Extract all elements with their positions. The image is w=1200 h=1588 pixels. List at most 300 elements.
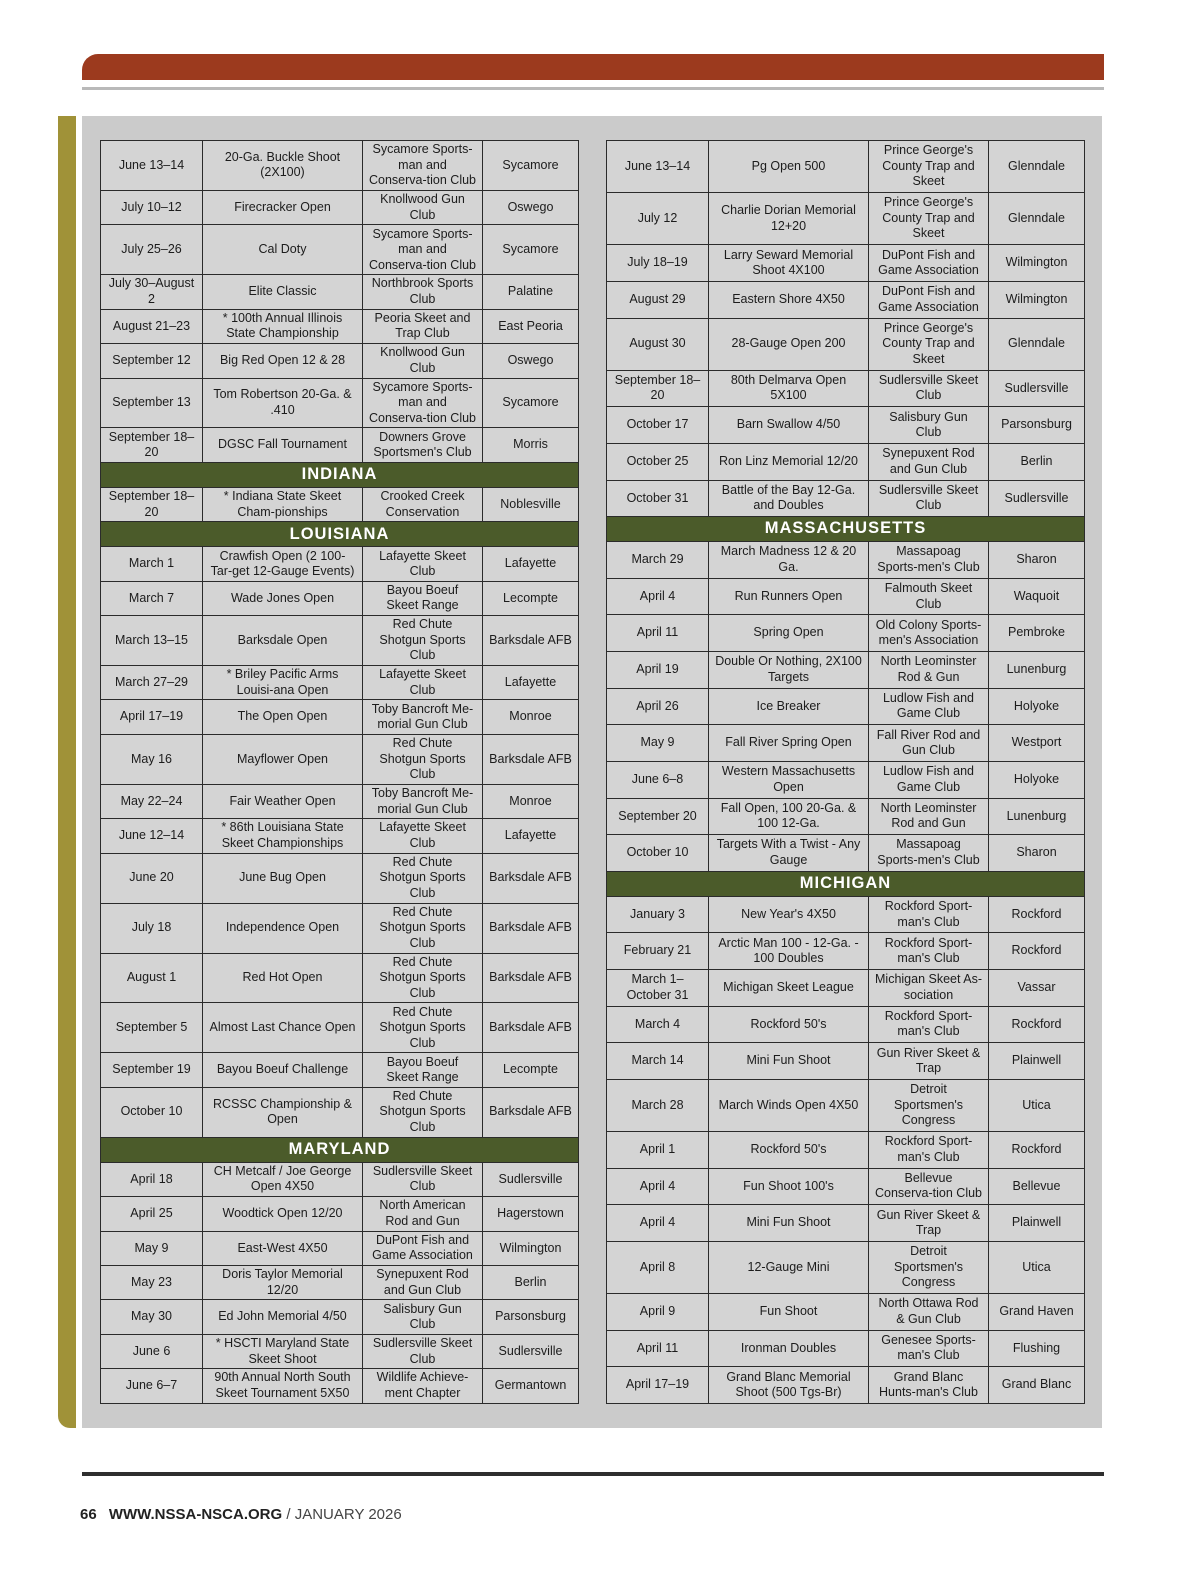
club-name: Sudlersville Skeet Club: [869, 370, 989, 407]
event-date: October 25: [607, 443, 709, 480]
city-name: Bellevue: [989, 1168, 1085, 1205]
table-row: [607, 1079, 1085, 1131]
club-name: Red Chute Shotgun Sports Club: [363, 853, 483, 903]
city-name: Pembroke: [989, 615, 1085, 652]
table-row: [101, 1003, 579, 1053]
club-name: Red Chute Shotgun Sports Club: [363, 734, 483, 784]
event-name: Big Red Open 12 & 28: [203, 344, 363, 378]
city-name: Vassar: [989, 970, 1085, 1007]
event-date: June 13–14: [101, 141, 203, 191]
table-row: [101, 784, 579, 818]
event-name: Mini Fun Shoot: [709, 1043, 869, 1080]
city-name: Monroe: [483, 784, 579, 818]
club-name: Bayou Boeuf Skeet Range: [363, 581, 483, 615]
event-name: * HSCTI Maryland State Skeet Shoot: [203, 1334, 363, 1368]
event-date: June 13–14: [607, 141, 709, 193]
city-name: Morris: [483, 428, 579, 462]
event-date: September 12: [101, 344, 203, 378]
club-name: Synepuxent Rod and Gun Club: [363, 1265, 483, 1299]
event-date: September 19: [101, 1053, 203, 1087]
club-name: DuPont Fish and Game Association: [363, 1231, 483, 1265]
club-name: Detroit Sportsmen's Congress: [869, 1241, 989, 1293]
city-name: Sudlersville: [989, 370, 1085, 407]
table-row: [101, 428, 579, 462]
left-column: [100, 140, 578, 1404]
event-date: March 1: [101, 547, 203, 581]
city-name: Lafayette: [483, 666, 579, 700]
table-row: [101, 819, 579, 853]
event-name: * Briley Pacific Arms Louisi-ana Open: [203, 666, 363, 700]
club-name: DuPont Fish and Game Association: [869, 245, 989, 282]
table-row: [101, 547, 579, 581]
city-name: Lunenburg: [989, 652, 1085, 689]
table-row: [607, 281, 1085, 318]
footer-rule: [82, 1472, 1104, 1476]
table-row: [101, 1334, 579, 1368]
table-row: [101, 616, 579, 666]
city-name: Wilmington: [989, 281, 1085, 318]
table-row: [101, 853, 579, 903]
event-name: Cal Doty: [203, 225, 363, 275]
table-row: [607, 1294, 1085, 1331]
event-date: May 9: [101, 1231, 203, 1265]
city-name: Utica: [989, 1241, 1085, 1293]
event-date: June 6–8: [607, 761, 709, 798]
event-name: Doris Taylor Memorial 12/20: [203, 1265, 363, 1299]
city-name: Lunenburg: [989, 798, 1085, 835]
city-name: Parsonsburg: [989, 407, 1085, 444]
event-name: Western Massachusetts Open: [709, 761, 869, 798]
table-row: [607, 1367, 1085, 1404]
event-date: February 21: [607, 933, 709, 970]
side-accent-stripe: [58, 116, 76, 1428]
table-row: [101, 1197, 579, 1231]
event-name: * 100th Annual Illinois State Championship: [203, 309, 363, 343]
site-url: WWW.NSSA-NSCA.ORG: [108, 1506, 283, 1523]
table-row: [101, 141, 579, 191]
event-name: Elite Classic: [203, 275, 363, 309]
table-row: [607, 933, 1085, 970]
table-row: [607, 141, 1085, 193]
city-name: Sudlersville: [989, 480, 1085, 517]
event-date: September 18–20: [101, 487, 203, 521]
club-name: Bayou Boeuf Skeet Range: [363, 1053, 483, 1087]
table-row: [101, 275, 579, 309]
club-name: Lafayette Skeet Club: [363, 666, 483, 700]
club-name: Northbrook Sports Club: [363, 275, 483, 309]
club-name: Toby Bancroft Me-morial Gun Club: [363, 700, 483, 734]
city-name: Noblesville: [483, 487, 579, 521]
event-name: Almost Last Chance Open: [203, 1003, 363, 1053]
club-name: Synepuxent Rod and Gun Club: [869, 443, 989, 480]
city-name: Monroe: [483, 700, 579, 734]
event-name: Barksdale Open: [203, 616, 363, 666]
club-name: Red Chute Shotgun Sports Club: [363, 1003, 483, 1053]
club-name: Knollwood Gun Club: [363, 190, 483, 224]
club-name: Detroit Sportsmen's Congress: [869, 1079, 989, 1131]
city-name: Berlin: [989, 443, 1085, 480]
event-date: March 29: [607, 542, 709, 579]
event-date: April 8: [607, 1241, 709, 1293]
club-name: Fall River Rod and Gun Club: [869, 725, 989, 762]
club-name: Sudlersville Skeet Club: [869, 480, 989, 517]
table-row: [101, 581, 579, 615]
club-name: Sudlersville Skeet Club: [363, 1162, 483, 1196]
club-name: Red Chute Shotgun Sports Club: [363, 616, 483, 666]
city-name: Glenndale: [989, 141, 1085, 193]
table-row: [607, 193, 1085, 245]
city-name: Barksdale AFB: [483, 903, 579, 953]
event-date: April 17–19: [607, 1367, 709, 1404]
event-name: Tom Robertson 20-Ga. & .410: [203, 378, 363, 428]
table-row: [101, 1300, 579, 1334]
table-row: [607, 1006, 1085, 1043]
table-row: [607, 1241, 1085, 1293]
city-name: Waquoit: [989, 578, 1085, 615]
city-name: Rockford: [989, 933, 1085, 970]
club-name: Red Chute Shotgun Sports Club: [363, 1087, 483, 1137]
event-date: April 9: [607, 1294, 709, 1331]
table-row: [607, 970, 1085, 1007]
city-name: Barksdale AFB: [483, 1087, 579, 1137]
schedule-table-right: [606, 140, 1085, 1404]
club-name: Sycamore Sports-man and Conserva-tion Club: [363, 225, 483, 275]
club-name: Knollwood Gun Club: [363, 344, 483, 378]
table-row: [101, 1053, 579, 1087]
event-name: Ice Breaker: [709, 688, 869, 725]
club-name: Sudlersville Skeet Club: [363, 1334, 483, 1368]
table-row: [101, 190, 579, 224]
table-row: [101, 1231, 579, 1265]
event-name: Firecracker Open: [203, 190, 363, 224]
event-name: Mayflower Open: [203, 734, 363, 784]
event-name: March Madness 12 & 20 Ga.: [709, 542, 869, 579]
event-name: Crawfish Open (2 100-Tar-get 12-Gauge Events): [203, 547, 363, 581]
event-date: October 10: [101, 1087, 203, 1137]
club-name: Red Chute Shotgun Sports Club: [363, 953, 483, 1003]
city-name: Barksdale AFB: [483, 953, 579, 1003]
club-name: North Leominster Rod & Gun: [869, 652, 989, 689]
event-name: Fall River Spring Open: [709, 725, 869, 762]
table-row: [607, 542, 1085, 579]
club-name: Grand Blanc Hunts-man's Club: [869, 1367, 989, 1404]
table-row: [607, 896, 1085, 933]
club-name: Rockford Sport-man's Club: [869, 896, 989, 933]
event-name: Fair Weather Open: [203, 784, 363, 818]
club-name: Genesee Sports-man's Club: [869, 1330, 989, 1367]
event-name: Michigan Skeet League: [709, 970, 869, 1007]
event-name: Targets With a Twist - Any Gauge: [709, 835, 869, 872]
club-name: Michigan Skeet As-sociation: [869, 970, 989, 1007]
table-row: [101, 734, 579, 784]
state-header-row: [607, 517, 1085, 542]
event-name: Fun Shoot 100's: [709, 1168, 869, 1205]
event-date: October 31: [607, 480, 709, 517]
event-name: Rockford 50's: [709, 1132, 869, 1169]
event-date: June 6–7: [101, 1369, 203, 1403]
state-header-row: [101, 1137, 579, 1162]
event-date: March 27–29: [101, 666, 203, 700]
state-header-row: [101, 462, 579, 487]
city-name: Hagerstown: [483, 1197, 579, 1231]
event-name: 12-Gauge Mini: [709, 1241, 869, 1293]
city-name: Sycamore: [483, 225, 579, 275]
club-name: North American Rod and Gun: [363, 1197, 483, 1231]
city-name: Rockford: [989, 1006, 1085, 1043]
club-name: Gun River Skeet & Trap: [869, 1205, 989, 1242]
state-header: INDIANA: [101, 462, 579, 487]
club-name: Sycamore Sports-man and Conserva-tion Club: [363, 141, 483, 191]
event-date: March 4: [607, 1006, 709, 1043]
event-date: October 17: [607, 407, 709, 444]
table-row: [607, 1132, 1085, 1169]
city-name: Barksdale AFB: [483, 1003, 579, 1053]
club-name: Prince George's County Trap and Skeet: [869, 193, 989, 245]
table-row: [607, 443, 1085, 480]
club-name: Lafayette Skeet Club: [363, 547, 483, 581]
city-name: Parsonsburg: [483, 1300, 579, 1334]
event-date: April 26: [607, 688, 709, 725]
table-row: [607, 798, 1085, 835]
city-name: Oswego: [483, 344, 579, 378]
event-name: The Open Open: [203, 700, 363, 734]
event-name: Red Hot Open: [203, 953, 363, 1003]
event-name: Bayou Boeuf Challenge: [203, 1053, 363, 1087]
event-date: May 22–24: [101, 784, 203, 818]
event-name: Pg Open 500: [709, 141, 869, 193]
city-name: Germantown: [483, 1369, 579, 1403]
event-date: March 14: [607, 1043, 709, 1080]
club-name: Peoria Skeet and Trap Club: [363, 309, 483, 343]
club-name: Ludlow Fish and Game Club: [869, 761, 989, 798]
table-row: [101, 1265, 579, 1299]
table-row: [607, 480, 1085, 517]
event-date: July 18–19: [607, 245, 709, 282]
city-name: Rockford: [989, 896, 1085, 933]
event-name: Independence Open: [203, 903, 363, 953]
club-name: Red Chute Shotgun Sports Club: [363, 903, 483, 953]
city-name: Sharon: [989, 835, 1085, 872]
right-column: [606, 140, 1084, 1404]
club-name: Downers Grove Sportsmen's Club: [363, 428, 483, 462]
city-name: Palatine: [483, 275, 579, 309]
table-row: [101, 309, 579, 343]
club-name: Rockford Sport-man's Club: [869, 933, 989, 970]
state-header: MASSACHUSETTS: [607, 517, 1085, 542]
club-name: North Leominster Rod and Gun: [869, 798, 989, 835]
event-name: * Indiana State Skeet Cham-pionships: [203, 487, 363, 521]
event-name: CH Metcalf / Joe George Open 4X50: [203, 1162, 363, 1196]
club-name: Bellevue Conserva-tion Club: [869, 1168, 989, 1205]
city-name: Plainwell: [989, 1205, 1085, 1242]
table-row: [101, 1162, 579, 1196]
table-row: [101, 666, 579, 700]
table-row: [607, 407, 1085, 444]
event-date: September 20: [607, 798, 709, 835]
city-name: Lecompte: [483, 581, 579, 615]
event-date: April 1: [607, 1132, 709, 1169]
event-date: May 9: [607, 725, 709, 762]
event-date: June 12–14: [101, 819, 203, 853]
club-name: Wildlife Achieve-ment Chapter: [363, 1369, 483, 1403]
page-number: 66: [80, 1506, 97, 1523]
club-name: Salisbury Gun Club: [363, 1300, 483, 1334]
state-header-row: [101, 522, 579, 547]
event-name: * 86th Louisiana State Skeet Championships: [203, 819, 363, 853]
table-row: [607, 615, 1085, 652]
city-name: Barksdale AFB: [483, 616, 579, 666]
event-date: June 20: [101, 853, 203, 903]
city-name: Holyoke: [989, 761, 1085, 798]
city-name: Lafayette: [483, 547, 579, 581]
event-date: October 10: [607, 835, 709, 872]
issue-date: JANUARY 2026: [294, 1506, 402, 1523]
state-header: MARYLAND: [101, 1137, 579, 1162]
event-date: March 7: [101, 581, 203, 615]
event-date: April 11: [607, 615, 709, 652]
table-row: [607, 245, 1085, 282]
event-date: April 4: [607, 578, 709, 615]
event-date: September 18–20: [607, 370, 709, 407]
table-row: [607, 1168, 1085, 1205]
club-name: Massapoag Sports-men's Club: [869, 835, 989, 872]
club-name: Gun River Skeet & Trap: [869, 1043, 989, 1080]
city-name: Oswego: [483, 190, 579, 224]
table-row: [101, 953, 579, 1003]
event-date: July 25–26: [101, 225, 203, 275]
event-name: 28-Gauge Open 200: [709, 318, 869, 370]
event-date: April 18: [101, 1162, 203, 1196]
schedule-panel: [82, 116, 1102, 1428]
table-row: [101, 700, 579, 734]
header-rule: [82, 87, 1104, 90]
city-name: Holyoke: [989, 688, 1085, 725]
header-accent-bar: [82, 54, 1104, 80]
table-row: [101, 903, 579, 953]
club-name: Lafayette Skeet Club: [363, 819, 483, 853]
event-date: May 23: [101, 1265, 203, 1299]
club-name: Prince George's County Trap and Skeet: [869, 318, 989, 370]
event-name: Arctic Man 100 - 12-Ga. - 100 Doubles: [709, 933, 869, 970]
city-name: Utica: [989, 1079, 1085, 1131]
event-name: Grand Blanc Memorial Shoot (500 Tgs-Br): [709, 1367, 869, 1404]
city-name: Westport: [989, 725, 1085, 762]
event-name: Barn Swallow 4/50: [709, 407, 869, 444]
table-row: [607, 1205, 1085, 1242]
event-name: Larry Seward Memorial Shoot 4X100: [709, 245, 869, 282]
event-date: July 18: [101, 903, 203, 953]
club-name: Prince George's County Trap and Skeet: [869, 141, 989, 193]
event-name: Woodtick Open 12/20: [203, 1197, 363, 1231]
event-name: Rockford 50's: [709, 1006, 869, 1043]
event-date: March 13–15: [101, 616, 203, 666]
table-row: [607, 688, 1085, 725]
club-name: Ludlow Fish and Game Club: [869, 688, 989, 725]
event-date: September 13: [101, 378, 203, 428]
event-date: May 30: [101, 1300, 203, 1334]
event-date: March 28: [607, 1079, 709, 1131]
table-row: [101, 225, 579, 275]
event-date: July 30–August 2: [101, 275, 203, 309]
page-footer: [80, 1506, 402, 1523]
table-row: [607, 725, 1085, 762]
table-row: [607, 761, 1085, 798]
event-name: Spring Open: [709, 615, 869, 652]
event-date: March 1–October 31: [607, 970, 709, 1007]
city-name: Sycamore: [483, 141, 579, 191]
event-date: September 5: [101, 1003, 203, 1053]
city-name: Plainwell: [989, 1043, 1085, 1080]
city-name: Glenndale: [989, 193, 1085, 245]
event-name: 90th Annual North South Skeet Tournament 5X50: [203, 1369, 363, 1403]
event-name: March Winds Open 4X50: [709, 1079, 869, 1131]
city-name: Sudlersville: [483, 1162, 579, 1196]
club-name: Rockford Sport-man's Club: [869, 1006, 989, 1043]
event-name: Eastern Shore 4X50: [709, 281, 869, 318]
city-name: Glenndale: [989, 318, 1085, 370]
event-name: Battle of the Bay 12-Ga. and Doubles: [709, 480, 869, 517]
table-row: [607, 318, 1085, 370]
event-date: August 30: [607, 318, 709, 370]
event-name: Ron Linz Memorial 12/20: [709, 443, 869, 480]
city-name: Flushing: [989, 1330, 1085, 1367]
club-name: Salisbury Gun Club: [869, 407, 989, 444]
event-name: East-West 4X50: [203, 1231, 363, 1265]
event-date: August 1: [101, 953, 203, 1003]
club-name: Rockford Sport-man's Club: [869, 1132, 989, 1169]
event-name: Wade Jones Open: [203, 581, 363, 615]
event-name: Charlie Dorian Memorial 12+20: [709, 193, 869, 245]
club-name: North Ottawa Rod & Gun Club: [869, 1294, 989, 1331]
event-name: Fall Open, 100 20-Ga. & 100 12-Ga.: [709, 798, 869, 835]
city-name: Lafayette: [483, 819, 579, 853]
event-date: May 16: [101, 734, 203, 784]
event-name: 20-Ga. Buckle Shoot (2X100): [203, 141, 363, 191]
event-date: August 29: [607, 281, 709, 318]
event-date: April 11: [607, 1330, 709, 1367]
city-name: Berlin: [483, 1265, 579, 1299]
table-row: [607, 578, 1085, 615]
table-row: [607, 370, 1085, 407]
city-name: Rockford: [989, 1132, 1085, 1169]
event-date: April 25: [101, 1197, 203, 1231]
table-row: [101, 344, 579, 378]
schedule-table-left: [100, 140, 579, 1404]
city-name: Wilmington: [483, 1231, 579, 1265]
event-name: DGSC Fall Tournament: [203, 428, 363, 462]
event-date: July 12: [607, 193, 709, 245]
table-row: [101, 487, 579, 521]
state-header: MICHIGAN: [607, 871, 1085, 896]
city-name: Grand Blanc: [989, 1367, 1085, 1404]
table-row: [607, 652, 1085, 689]
club-name: Sycamore Sports-man and Conserva-tion Club: [363, 378, 483, 428]
club-name: DuPont Fish and Game Association: [869, 281, 989, 318]
city-name: Barksdale AFB: [483, 734, 579, 784]
event-date: April 19: [607, 652, 709, 689]
city-name: Wilmington: [989, 245, 1085, 282]
table-row: [607, 1330, 1085, 1367]
club-name: Toby Bancroft Me-morial Gun Club: [363, 784, 483, 818]
footer-separator: /: [286, 1506, 291, 1523]
state-header: LOUISIANA: [101, 522, 579, 547]
city-name: Sudlersville: [483, 1334, 579, 1368]
club-name: Massapoag Sports-men's Club: [869, 542, 989, 579]
event-date: July 10–12: [101, 190, 203, 224]
city-name: Lecompte: [483, 1053, 579, 1087]
city-name: Sycamore: [483, 378, 579, 428]
table-row: [101, 1369, 579, 1403]
